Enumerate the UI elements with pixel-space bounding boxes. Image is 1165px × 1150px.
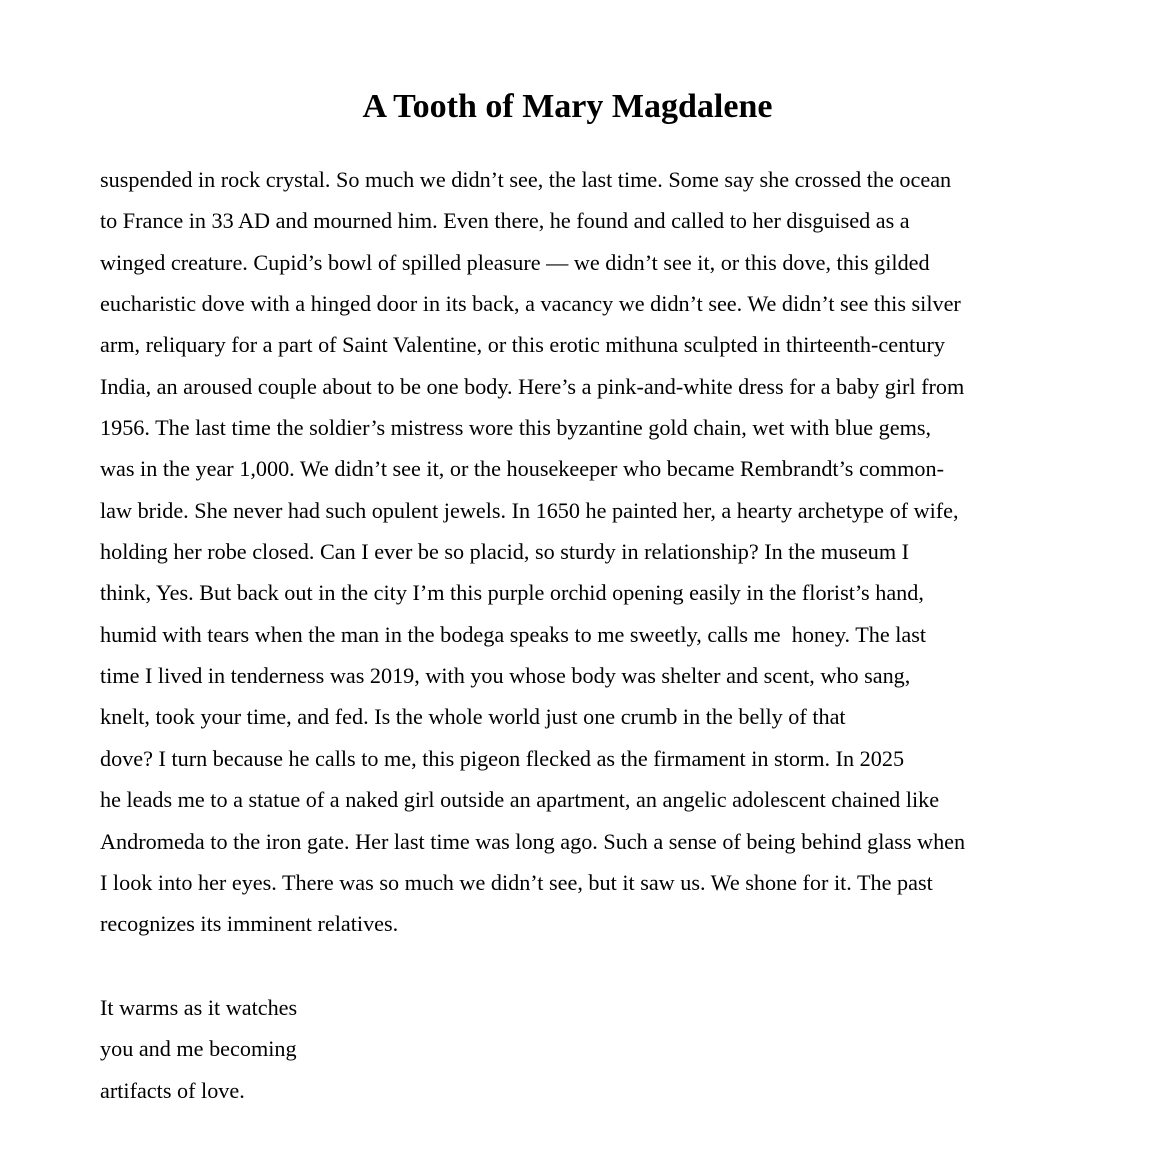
prose-line: eucharistic dove with a hinged door in its back, a vacancy we didn’t see. We didn’t see this silver <box>100 291 961 317</box>
prose-line: to France in 33 AD and mourned him. Even there, he found and called to her disguised as a <box>100 208 910 234</box>
prose-line: humid with tears when the man in the bodega speaks to me sweetly, calls me honey. The last <box>100 621 927 647</box>
prose-line: arm, reliquary for a part of Saint Valentine, or this erotic mithuna sculpted in thirteenth-century <box>100 332 945 358</box>
poem-coda-stanza <box>100 987 297 1111</box>
prose-line: dove? I turn because he calls to me, this pigeon flecked as the firmament in storm. In 2025 <box>100 745 905 771</box>
prose-line: India, an aroused couple about to be one body. Here’s a pink-and-white dress for a baby girl from <box>100 373 965 399</box>
coda-line: you and me becoming <box>100 1036 297 1062</box>
poem-prose-block <box>100 159 1100 945</box>
prose-line: winged creature. Cupid’s bowl of spilled pleasure — we didn’t see it, or this dove, this gilded <box>100 249 930 275</box>
prose-line: knelt, took your time, and fed. Is the whole world just one crumb in the belly of that <box>100 704 846 730</box>
prose-line: law bride. She never had such opulent jewels. In 1650 he painted her, a hearty archetype of wife, <box>100 497 959 523</box>
coda-line: It warms as it watches <box>100 995 298 1020</box>
prose-line: think, Yes. But back out in the city I’m this purple orchid opening easily in the florist’s hand, <box>100 580 924 606</box>
prose-line: I look into her eyes. There was so much we didn’t see, but it saw us. We shone for it. The past <box>100 869 933 895</box>
prose-line: suspended in rock crystal. So much we didn’t see, the last time. Some say she crossed the ocean <box>100 167 952 192</box>
prose-line: Andromeda to the iron gate. Her last time was long ago. Such a sense of being behind glass when <box>100 828 966 854</box>
prose-line: time I lived in tenderness was 2019, with you whose body was shelter and scent, who sang, <box>100 663 911 689</box>
prose-line: 1956. The last time the soldier’s mistress wore this byzantine gold chain, wet with blue gems, <box>100 415 932 441</box>
prose-line: he leads me to a statue of a naked girl outside an apartment, an angelic adolescent chained like <box>100 787 940 813</box>
poem-title: A Tooth of Mary Magdalene <box>362 88 773 125</box>
prose-line: holding her robe closed. Can I ever be so placid, so sturdy in relationship? In the museum I <box>100 539 910 565</box>
coda-line: artifacts of love. <box>100 1077 245 1103</box>
prose-line: recognizes its imminent relatives. <box>100 911 399 937</box>
prose-line: was in the year 1,000. We didn’t see it, or the housekeeper who became Rembrandt’s common- <box>100 456 944 482</box>
